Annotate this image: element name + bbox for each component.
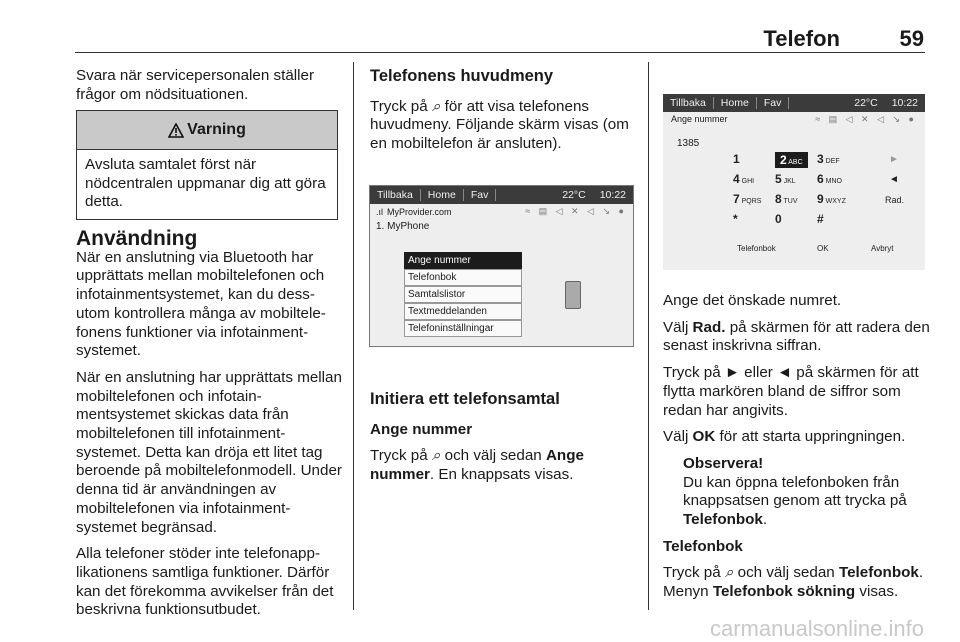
column-divider-1 bbox=[353, 62, 354, 610]
keypad-key[interactable]: 8 TUV bbox=[775, 192, 798, 206]
status-icons: ≈ ▤ ◁ ✕ ◁ ↘ ● bbox=[525, 206, 627, 216]
note-title: Observera! bbox=[683, 454, 764, 472]
menu-list bbox=[404, 252, 522, 337]
paragraph: Alla telefoner stöder inte telefonapp-likationens samtliga funktioner. Därför kan det förekomma avvikelser från det beskrivna funktionsutbudet. bbox=[76, 545, 334, 619]
watermark: carmanualsonline.info bbox=[709, 616, 924, 641]
section-heading: Initiera ett telefonsamtal bbox=[370, 390, 560, 408]
menu-item[interactable]: Telefoninställningar bbox=[404, 320, 522, 337]
intro-text: Svara när servicepersonalen ställer frågor om nödsituationen. bbox=[76, 67, 315, 103]
phone-main-menu-screenshot bbox=[369, 185, 634, 347]
page-title: Telefon bbox=[763, 26, 840, 51]
warning-text: Avsluta samtalet först när nödcentralen uppmanar dig att göra detta. bbox=[85, 156, 326, 211]
middle-bottom bbox=[370, 390, 640, 493]
warning-triangle-icon bbox=[168, 123, 184, 138]
status-icons: ≈ ▤ ◁ ✕ ◁ ↘ ● bbox=[815, 114, 917, 124]
clock: 10:22 bbox=[599, 189, 626, 201]
phone-icon: ⌕ bbox=[431, 447, 441, 465]
paragraph: Ange det önskade numret. bbox=[663, 292, 842, 309]
phone-icon: ⌕ bbox=[431, 97, 441, 115]
warning-title: Varning bbox=[187, 121, 246, 138]
menu-item[interactable]: Textmeddelanden bbox=[404, 303, 522, 320]
keypad-key[interactable]: 2 ABC bbox=[775, 152, 808, 168]
paragraph: När en anslutning via Bluetooth har upprättats mellan mobiltelefonen och infotainmentsystemet, kan du dess-utom kontrollera många av mobiltele-fonens funktioner via infotainment-systemet. bbox=[76, 248, 326, 360]
left-body bbox=[76, 227, 342, 628]
paragraph: Tryck på ⌕ och välj sedan Ange nummer. En knappsats visas. bbox=[370, 447, 584, 484]
page-number: 59 bbox=[899, 26, 924, 51]
menu-item[interactable]: Samtalslistor bbox=[404, 286, 522, 303]
paragraph: När en anslutning har upprättats mellan mobiltelefonen och infotain-mentsystemet skickas data från mobiltelefonen till infotainment-systemet. Detta kan dröja ett litet tag beroende på mobiltelefonmodell. Under denna tid är användningen av mobiltelefonen via infotainment-systemet begränsad. bbox=[76, 368, 342, 536]
menu-item[interactable]: Ange nummer bbox=[404, 252, 522, 269]
menu-item[interactable]: Telefonbok bbox=[404, 269, 522, 286]
subheading: Ange nummer bbox=[370, 420, 473, 438]
keypad-key[interactable]: 3 DEF bbox=[817, 152, 840, 166]
keypad-key[interactable]: 5 JKL bbox=[775, 172, 796, 186]
phone-name: 1. MyPhone bbox=[376, 221, 430, 232]
cursor-right-button[interactable]: ► bbox=[889, 154, 899, 165]
delete-button[interactable]: Rad. bbox=[885, 195, 905, 205]
section-heading: Användning bbox=[76, 227, 198, 250]
section-heading: Telefonens huvudmeny bbox=[370, 67, 554, 85]
paragraph: Välj Rad. på skärmen för att radera den senast inskrivna siffran. bbox=[663, 318, 930, 355]
phone-icon: ⌕ bbox=[724, 564, 734, 582]
paragraph: Tryck på ⌕ för att visa telefonens huvudmeny. Följande skärm visas (om en mobiltelefon är ansluten). bbox=[370, 97, 629, 153]
clock: 10:22 bbox=[891, 97, 918, 109]
temperature: 22°C bbox=[562, 189, 586, 201]
keypad-key[interactable]: 1 bbox=[733, 152, 740, 166]
paragraph: Välj OK för att starta uppringningen. bbox=[663, 428, 906, 446]
screen-status-bar bbox=[663, 94, 925, 112]
keypad-key[interactable]: 0 bbox=[775, 212, 782, 226]
screen-status-bar bbox=[370, 186, 633, 204]
paragraph: Tryck på ► eller ◄ på skärmen för att flytta markören bland de siffror som redan har angivits. bbox=[663, 364, 919, 419]
phonebook-button[interactable]: Telefonbok bbox=[737, 244, 776, 253]
keypad-key[interactable]: 9 WXYZ bbox=[817, 192, 846, 206]
keypad-label: Ange nummer bbox=[671, 114, 728, 124]
keypad-key[interactable]: * bbox=[733, 212, 738, 226]
keypad-key[interactable]: 4 GHI bbox=[733, 172, 755, 186]
paragraph: Tryck på ⌕ och välj sedan Telefonbok. Menyn Telefonbok sökning visas. bbox=[663, 564, 924, 601]
header-rule bbox=[75, 52, 925, 53]
right-body bbox=[663, 292, 933, 610]
column-divider-2 bbox=[648, 62, 649, 610]
note-text: Du kan öppna telefonboken från knappsatsen genom att trycka på Telefonbok. bbox=[683, 473, 907, 529]
phone-device-icon bbox=[565, 281, 581, 309]
ok-button[interactable]: OK bbox=[817, 244, 829, 253]
fav-button[interactable]: Fav bbox=[763, 97, 782, 109]
middle-top bbox=[370, 67, 636, 162]
cursor-left-button[interactable]: ◄ bbox=[889, 174, 899, 185]
back-button[interactable]: Tillbaka bbox=[377, 189, 413, 201]
back-button[interactable]: Tillbaka bbox=[670, 97, 706, 109]
keypad-key[interactable]: 6 MNO bbox=[817, 172, 842, 186]
provider-name: MyProvider.com bbox=[387, 206, 452, 217]
fav-button[interactable]: Fav bbox=[470, 189, 489, 201]
cancel-button[interactable]: Avbryt bbox=[871, 244, 894, 253]
warning-header bbox=[77, 111, 337, 150]
subheading: Telefonbok bbox=[663, 537, 743, 555]
temperature: 22°C bbox=[854, 97, 878, 109]
home-button[interactable]: Home bbox=[427, 189, 456, 201]
keypad-key[interactable]: # bbox=[817, 212, 824, 226]
home-button[interactable]: Home bbox=[720, 97, 749, 109]
keypad-screenshot bbox=[663, 94, 925, 270]
entered-number: 1385 bbox=[677, 138, 700, 149]
warning-box bbox=[76, 110, 338, 220]
signal-icon: .ıl bbox=[376, 206, 384, 217]
keypad-key[interactable]: 7 PQRS bbox=[733, 192, 762, 206]
note-box bbox=[683, 455, 933, 530]
